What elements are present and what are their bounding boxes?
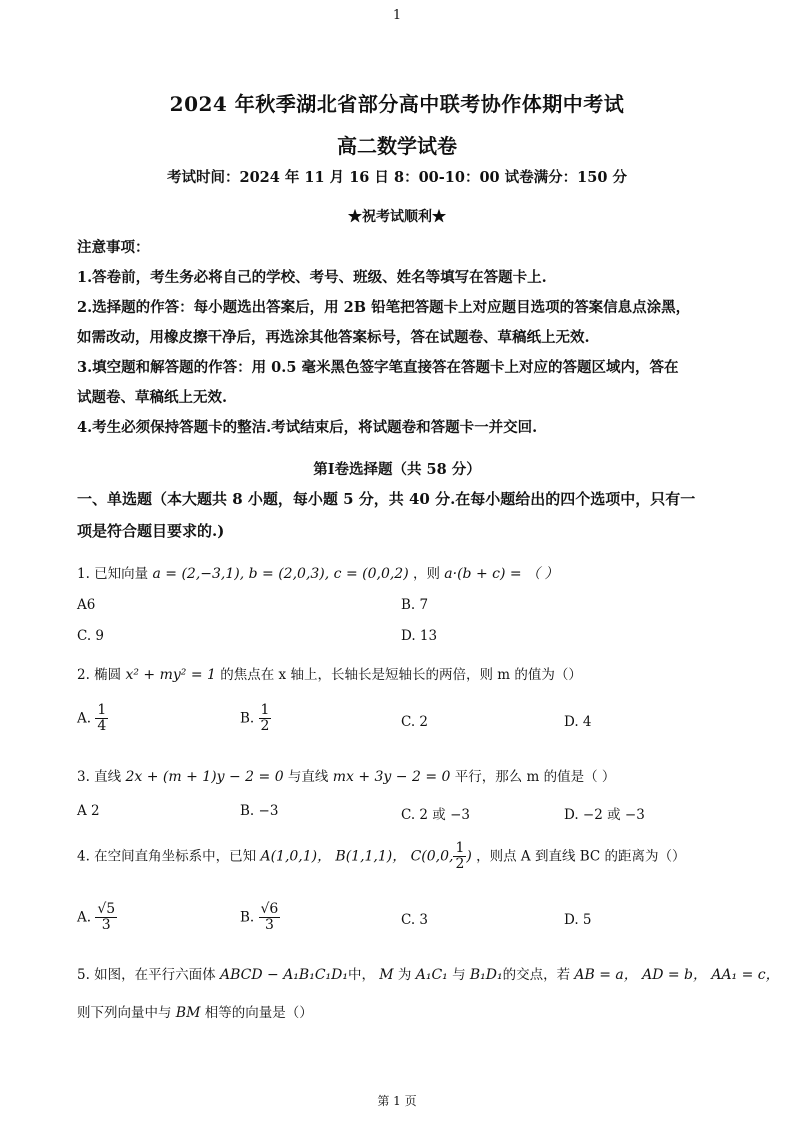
q5-vector-bm: BM: [175, 1005, 201, 1021]
q4-prefix: 4. 在空间直角坐标系中，已知: [77, 848, 257, 865]
section-title: 第Ⅰ卷选择题（共 58 分）: [313, 461, 481, 478]
q4-point-a: A(1,0,1)，: [260, 848, 332, 865]
q5-b1d1: B₁D₁: [469, 967, 503, 983]
q5-vector-aa1: AA₁ = c，: [711, 967, 780, 983]
section-description: [77, 483, 722, 547]
question-5-line-2: [77, 1001, 313, 1021]
q2-option-d: D. 4: [564, 714, 592, 730]
q3-option-b: B. −3: [240, 803, 279, 819]
q3-prefix: 3. 直线: [77, 769, 122, 785]
section-desc-line-1: 一、单选题（本大题共 8 小题，每小题 5 分，共 40 分.在每小题给出的四个选项中，只有一: [77, 490, 696, 508]
q1-option-c: C. 9: [77, 628, 105, 644]
q5-mid-3: 与: [452, 967, 466, 983]
note-item-4: 4.考生必须保持答题卡的整洁.考试结束后，将试题卷和答题卡一并交回.: [77, 419, 538, 436]
q2-b-numerator: 1: [260, 702, 270, 718]
q2-option-a-fraction: [95, 703, 108, 735]
page-top-number: 1: [392, 8, 402, 23]
q3-mid: 与直线: [287, 769, 329, 785]
note-item-3b: 试题卷、草稿纸上无效.: [77, 389, 228, 406]
exam-info: 考试时间：2024 年 11 月 16 日 8：00-10：00 试卷满分：150 分: [166, 169, 627, 186]
q5-solid: ABCD − A₁B₁C₁D₁: [219, 967, 348, 983]
q4-a-denominator: 3: [101, 917, 111, 934]
note-item-2a: 2.选择题的作答：每小题选出答案后，用 2B 铅笔把答题卡上对应题目选项的答案信息点涂黑，: [77, 299, 691, 316]
q4-c-denominator: 2: [455, 856, 465, 873]
q5-vector-ad: AD = b，: [642, 967, 708, 983]
q1-expression: a·(b + c) = （ ）: [444, 566, 559, 582]
exam-subtitle: 高二数学试卷: [337, 134, 457, 158]
note-item-3a: 3.填空题和解答题的作答：用 0.5 毫米黑色签字笔直接答在答题卡上对应的答题区域内，答在: [77, 359, 679, 376]
q2-option-a-label: A.: [77, 710, 92, 727]
q4-option-b-fraction: [259, 902, 281, 934]
q3-option-c: C. 2 或 −3: [401, 807, 471, 823]
q4-point-c-pre: C(0,0,: [410, 848, 454, 865]
q4-b-numerator: √6: [260, 901, 279, 917]
q2-a-numerator: 1: [97, 702, 107, 718]
page-footer: 第 1 页: [377, 1094, 417, 1108]
q3-line-1: 2x + (m + 1)y − 2 = 0: [125, 769, 284, 785]
q5-line2-post: 相等的向量是（）: [204, 1005, 313, 1021]
q2-equation: x² + my² = 1: [125, 667, 216, 683]
q4-option-a-fraction: [95, 902, 117, 934]
q4-option-d: D. 5: [564, 912, 592, 928]
q5-prefix: 5. 如图，在平行六面体: [77, 967, 216, 983]
q4-option-c: C. 3: [401, 912, 429, 928]
q4-b-denominator: 3: [264, 917, 274, 934]
q4-a-numerator: √5: [97, 901, 116, 917]
q5-mid-4: 的交点，若: [502, 967, 571, 983]
q2-a-denominator: 4: [97, 718, 107, 735]
question-3: [77, 765, 615, 785]
question-1: [77, 562, 559, 583]
q5-vector-ab: AB = a，: [574, 967, 638, 983]
note-item-1: 1.答卷前，考生务必将自己的学校、考号、班级、姓名等填写在答题卡上.: [77, 269, 547, 286]
section-desc-line-2: 项是符合题目要求的.): [77, 522, 225, 540]
q4-c-numerator: 1: [455, 840, 465, 856]
q2-prefix: 2. 椭圆: [77, 667, 122, 683]
q3-option-a: A 2: [77, 803, 100, 819]
q2-option-a: [77, 703, 108, 735]
good-luck-line: ★祝考试顺利★: [348, 209, 446, 225]
q1-option-b: B. 7: [401, 597, 429, 613]
q4-point-c-fraction: [453, 841, 466, 873]
q3-text: 平行，那么 m 的值是（ ）: [454, 769, 616, 785]
notes-heading: 注意事项：: [77, 239, 150, 256]
q4-option-a-label: A.: [77, 909, 92, 926]
exam-title: 2024 年秋季湖北省部分高中联考协作体期中考试: [169, 92, 625, 116]
q2-b-denominator: 2: [260, 718, 270, 735]
q2-option-b-label: B.: [240, 710, 255, 727]
q4-point-c-post: ): [466, 848, 472, 865]
q5-mid-2: 为: [397, 967, 412, 983]
question-2: [77, 663, 582, 683]
q4-option-b: [240, 902, 280, 934]
question-4: [77, 841, 686, 873]
q1-prefix: 1. 已知向量: [77, 566, 149, 582]
notes-block: [77, 233, 722, 443]
q2-option-c: C. 2: [401, 714, 429, 730]
q4-option-a: [77, 902, 117, 934]
q2-option-b: [240, 703, 271, 735]
q5-point-m: M: [379, 967, 394, 983]
note-item-2b: 如需改动，用橡皮擦干净后，再选涂其他答案标号，答在试题卷、草稿纸上无效.: [77, 329, 590, 346]
q3-line-2: mx + 3y − 2 = 0: [332, 769, 451, 785]
q4-point-b: B(1,1,1)，: [335, 848, 407, 865]
q4-text: ，则点 A 到直线 BC 的距离为（）: [476, 848, 686, 865]
q5-a1c1: A₁C₁: [415, 967, 448, 983]
q5-line2-prefix: 则下列向量中与: [77, 1005, 172, 1021]
q1-option-d: D. 13: [401, 628, 438, 644]
q3-option-d: D. −2 或 −3: [564, 807, 645, 823]
q1-option-a: A6: [77, 597, 96, 613]
question-5-line-1: [77, 963, 780, 984]
q2-text: 的焦点在 x 轴上，长轴长是短轴长的两倍，则 m 的值为（）: [220, 667, 582, 683]
q4-option-b-label: B.: [240, 909, 255, 926]
q5-mid-1: 中，: [347, 967, 375, 983]
q1-mid: ，则: [412, 566, 440, 582]
q2-option-b-fraction: [259, 703, 272, 735]
q1-given-vectors: a = (2,−3,1), b = (2,0,3), c = (0,0,2): [152, 566, 409, 582]
